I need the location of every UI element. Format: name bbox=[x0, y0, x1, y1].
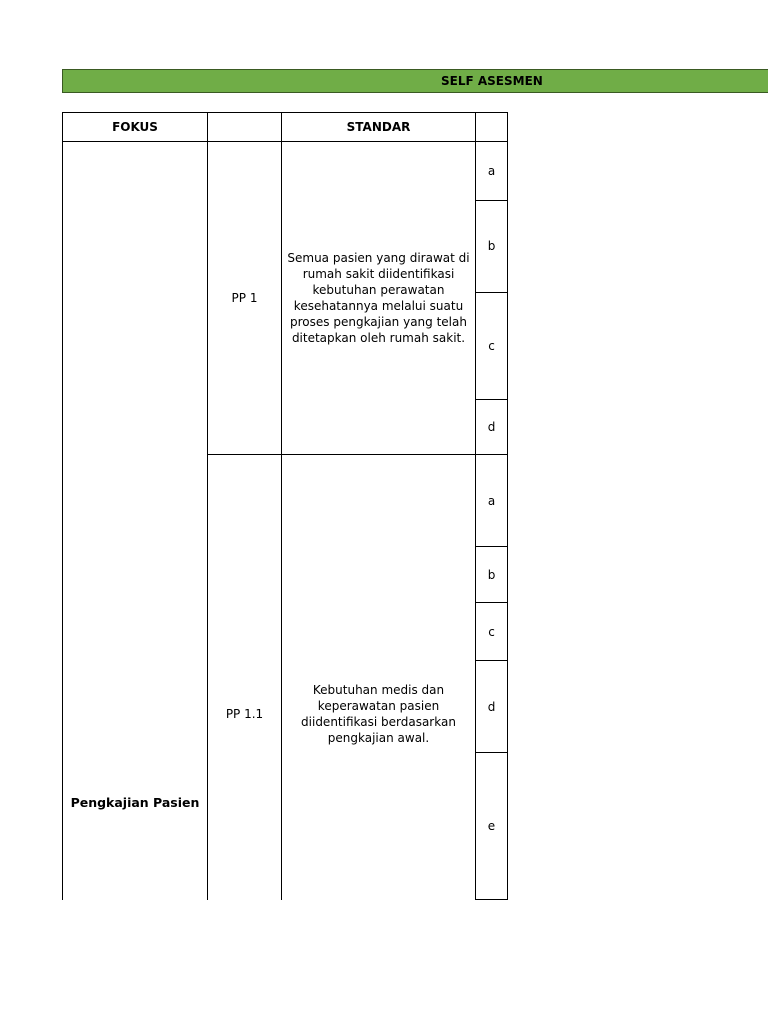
element-label: d bbox=[487, 699, 496, 714]
element-label: e bbox=[487, 819, 496, 833]
element-label: c bbox=[488, 339, 495, 353]
standard-code: PP 1.1 bbox=[225, 707, 264, 721]
header-fokus: FOKUS bbox=[112, 120, 158, 134]
element-label: b bbox=[487, 239, 496, 253]
focus-cell: Pengkajian Pasien bbox=[70, 794, 200, 810]
title-text: SELF ASESMEN bbox=[441, 74, 543, 88]
standard-text: Semua pasien yang dirawat di rumah sakit diidentifikasi kebutuhan perawatan kesehatannya melalui suatu proses pengkajian yang telah ditetapkan oleh rumah sakit. bbox=[287, 251, 470, 345]
element-label: b bbox=[487, 567, 496, 582]
header-element bbox=[476, 113, 507, 141]
standard-text: Kebutuhan medis dan keperawatan pasien diidentifikasi berdasarkan pengkajian awal. bbox=[301, 683, 456, 745]
element-label: a bbox=[487, 164, 496, 178]
header-code bbox=[208, 113, 281, 141]
assessment-table bbox=[62, 112, 508, 900]
element-label: a bbox=[487, 493, 496, 508]
title-bar bbox=[62, 69, 768, 93]
grid-line bbox=[475, 899, 508, 900]
standard-code: PP 1 bbox=[231, 291, 258, 305]
title-label bbox=[63, 70, 543, 92]
element-label: d bbox=[487, 420, 496, 434]
element-label: c bbox=[488, 624, 495, 639]
header-standar: STANDAR bbox=[346, 120, 411, 134]
grid-line bbox=[507, 112, 508, 900]
